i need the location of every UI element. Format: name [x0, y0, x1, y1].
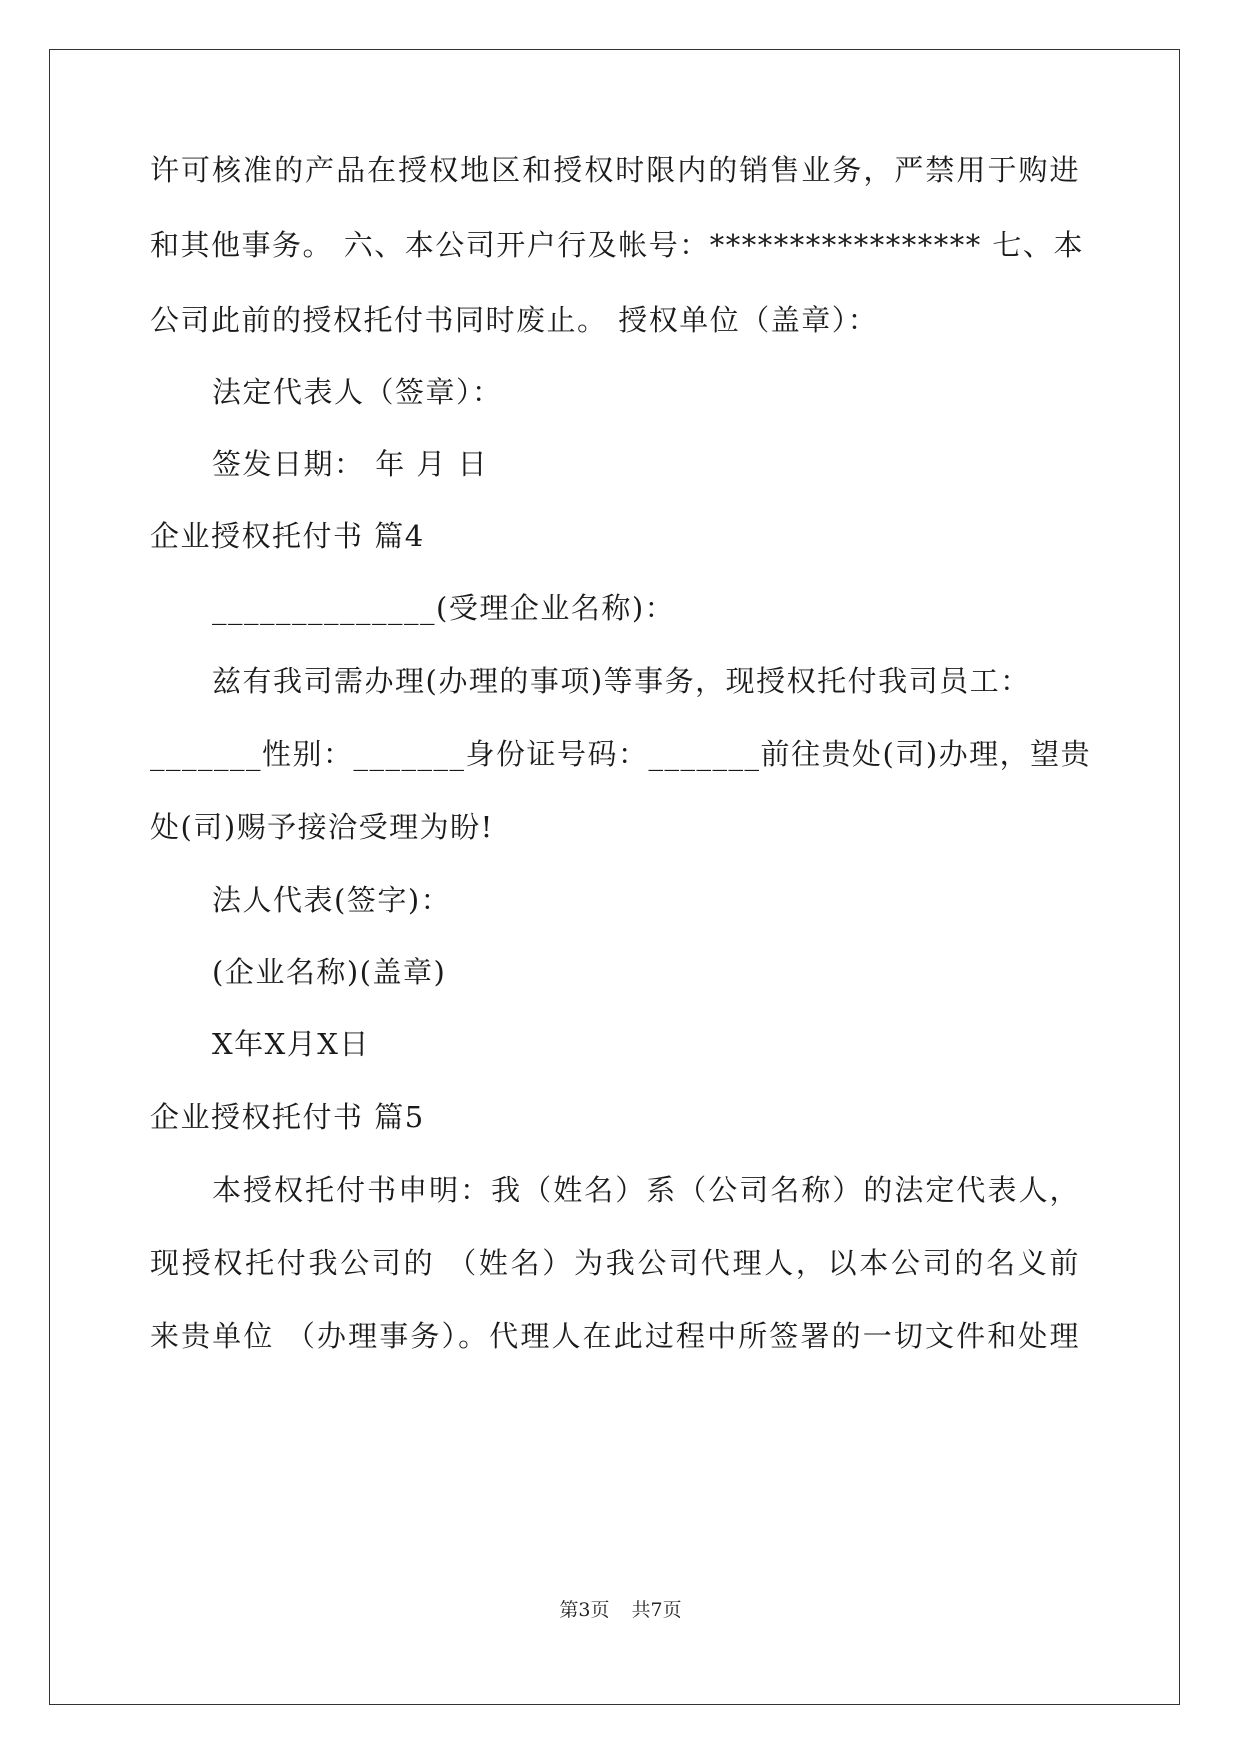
text-line-10: 处(司)赐予接洽受理为盼! [150, 810, 494, 844]
text-line-15: 本授权托付书申明：我（姓名）系（公司名称）的法定代表人， [212, 1173, 1080, 1207]
text-line-4: 法定代表人（签章）： [212, 375, 503, 409]
page-total: 共7页 [631, 1599, 682, 1621]
text-line-11: 法人代表(签字)： [212, 883, 452, 917]
text-line-3: 公司此前的授权托付书同时废止。 授权单位（盖章）： [150, 303, 879, 337]
text-line-2: 和其他事务。 六、本公司开户行及帐号：***************** 七、本 [150, 228, 1084, 262]
text-line-9: _______性别：_______身份证号码：_______前往贵处(司)办理，望贵 [150, 737, 1092, 771]
text-line-13: X年X月X日 [212, 1027, 370, 1061]
text-line-17: 来贵单位 （办理事务）。代理人在此过程中所签署的一切文件和处理 [150, 1319, 1080, 1353]
text-line-7: ______________(受理企业名称)： [212, 591, 676, 625]
text-line-8: 兹有我司需办理(办理的事项)等事务，现授权托付我司员工： [212, 664, 1031, 698]
text-line-5: 签发日期： 年 月 日 [212, 447, 489, 481]
text-line-1: 许可核准的产品在授权地区和授权时限内的销售业务，严禁用于购进 [150, 153, 1080, 187]
page-number: 第3页 [559, 1599, 610, 1621]
section-heading-5: 企业授权托付书 篇5 [150, 1100, 425, 1134]
text-line-12: (企业名称)(盖章) [212, 955, 447, 989]
page-footer [0, 1598, 1241, 1622]
section-heading-4: 企业授权托付书 篇4 [150, 519, 425, 553]
text-line-16: 现授权托付我公司的 （姓名）为我公司代理人，以本公司的名义前 [150, 1246, 1080, 1280]
page-border [49, 49, 1180, 1705]
